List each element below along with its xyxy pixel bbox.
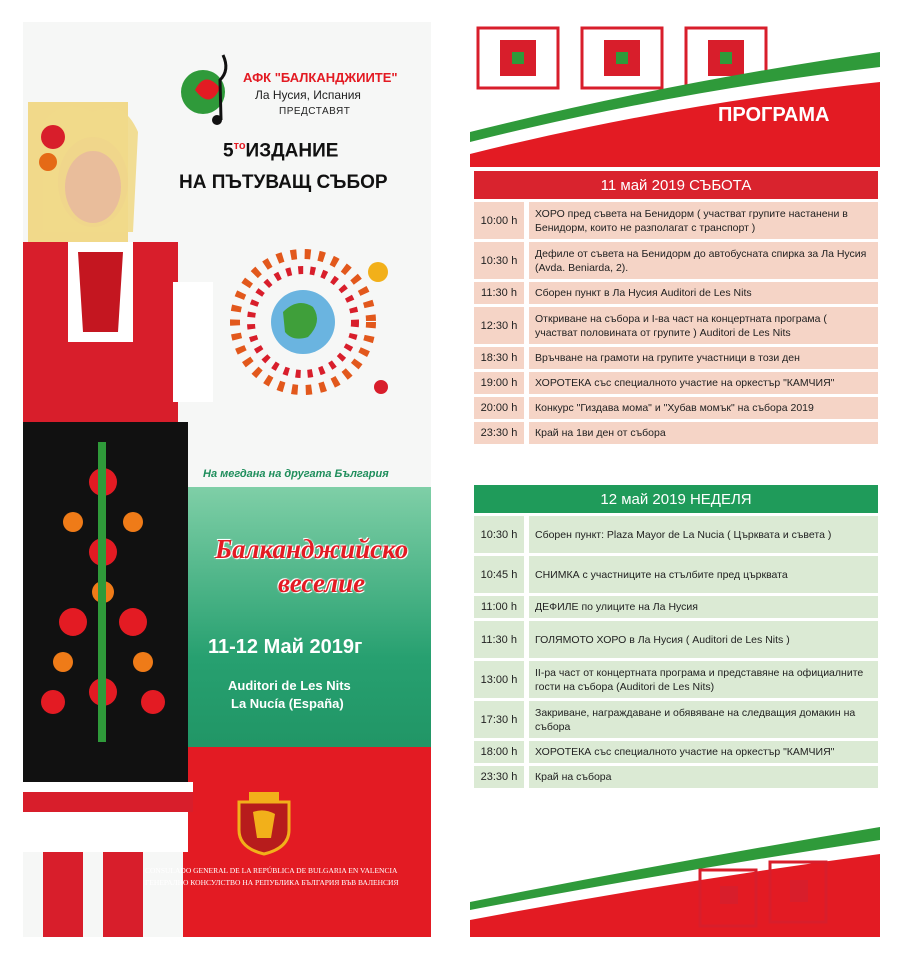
schedule-time: 19:00 h bbox=[474, 372, 524, 394]
day2-row bbox=[474, 556, 878, 593]
schedule-activity: СНИМКА с участниците на стълбите пред църквата bbox=[529, 556, 878, 593]
consulate-name-bg: ГЕНЕРАЛНО КОНСУЛСТВО НА РЕПУБЛИКА БЪЛГАРИЯ ВЪВ ВАЛЕНСИЯ bbox=[145, 878, 399, 887]
day2-row bbox=[474, 516, 878, 553]
folk-dancer-image bbox=[23, 102, 223, 937]
day2-row bbox=[474, 766, 878, 788]
day1-row bbox=[474, 307, 878, 344]
festival-subtitle: НА ПЪТУВАЩ СЪБОР bbox=[179, 172, 388, 193]
schedule-time: 10:30 h bbox=[474, 516, 524, 553]
schedule-time: 23:30 h bbox=[474, 766, 524, 788]
schedule-time: 10:30 h bbox=[474, 242, 524, 279]
schedule-activity: ХОРО пред съвета на Бенидорм ( участват групите настанени в Бенидорм, които не разполагат с транспорт ) bbox=[529, 202, 878, 239]
festival-name-line2: веселие bbox=[278, 568, 366, 598]
festival-dates: 11-12 Май 2019г bbox=[208, 636, 363, 658]
schedule-activity: ДЕФИЛЕ по улиците на Ла Нусия bbox=[529, 596, 878, 618]
schedule-time: 13:00 h bbox=[474, 661, 524, 698]
schedule-activity: ХОРОТЕКА със специалното участие на оркестър "КАМЧИЯ" bbox=[529, 372, 878, 394]
schedule-activity: Закриване, награждаване и обявяване на следващия домакин на събора bbox=[529, 701, 878, 738]
consulate-name-es: CONSULADO GENERAL DE LA REPÚBLICA DE BULGARIA EN VALENCIA bbox=[145, 866, 398, 875]
day1-row bbox=[474, 397, 878, 419]
schedule-time: 11:30 h bbox=[474, 621, 524, 658]
edition-title: $5^{то}ИЗДАНИЕ$ bbox=[223, 140, 339, 162]
dancers-globe-icon bbox=[213, 247, 393, 397]
schedule-time: 20:00 h bbox=[474, 397, 524, 419]
schedule-time: 17:30 h bbox=[474, 701, 524, 738]
day2-header: 12 май 2019 НЕДЕЛЯ bbox=[474, 485, 878, 513]
schedule-activity: Откриване на събора и I-ва част на концертната програма ( участват половината от групите ) Auditori de Les Nits bbox=[529, 307, 878, 344]
org-logo-icon bbox=[175, 50, 237, 130]
schedule-activity: II-ра част от концертната програма и представяне на официалните гости на събора (Auditori de Les Nits) bbox=[529, 661, 878, 698]
bulgaria-coat-of-arms-icon bbox=[231, 790, 297, 856]
venue-location: La Nucía (España) bbox=[231, 696, 344, 711]
schedule-time: 11:30 h bbox=[474, 282, 524, 304]
org-name: АФК "БАЛКАНДЖИИТЕ" bbox=[243, 70, 398, 85]
day1-row bbox=[474, 372, 878, 394]
schedule-activity: Сборен пункт в Ла Нусия Auditori de Les Nits bbox=[529, 282, 878, 304]
org-city: Ла Нусия, Испания bbox=[255, 88, 361, 102]
schedule-time: 18:00 h bbox=[474, 741, 524, 763]
schedule-activity: Край на събора bbox=[529, 766, 878, 788]
schedule-time: 10:00 h bbox=[474, 202, 524, 239]
bottom-ornament bbox=[470, 822, 880, 937]
day1-row bbox=[474, 282, 878, 304]
day2-row bbox=[474, 596, 878, 618]
day1-header: 11 май 2019 СЪБОТА bbox=[474, 171, 878, 199]
schedule-time: 18:30 h bbox=[474, 347, 524, 369]
schedule-activity: Дефиле от съвета на Бенидорм до автобусната спирка за Ла Нусия (Avda. Beniarda, 2). bbox=[529, 242, 878, 279]
presents-label: ПРЕДСТАВЯТ bbox=[279, 106, 351, 117]
day2-row bbox=[474, 701, 878, 738]
tagline: На мегдана на другата България bbox=[203, 468, 389, 480]
program-panel bbox=[470, 22, 880, 937]
day1-row bbox=[474, 242, 878, 279]
festival-name-line1: Балканджийско bbox=[215, 534, 409, 564]
venue-name: Auditori de Les Nits bbox=[228, 678, 351, 693]
schedule-activity: Край на 1ви ден от събора bbox=[529, 422, 878, 444]
schedule-activity: Конкурс "Гиздава мома" и "Хубав момък" на събора 2019 bbox=[529, 397, 878, 419]
day1-row bbox=[474, 202, 878, 239]
event-poster bbox=[23, 22, 431, 937]
schedule-time: 10:45 h bbox=[474, 556, 524, 593]
day2-row bbox=[474, 621, 878, 658]
schedule-activity: ХОРОТЕКА със специалното участие на оркестър "КАМЧИЯ" bbox=[529, 741, 878, 763]
schedule-activity: Връчване на грамоти на групите участници в този ден bbox=[529, 347, 878, 369]
schedule-time: 23:30 h bbox=[474, 422, 524, 444]
schedule-activity: Сборен пункт: Plaza Mayor de La Nucia ( Църквата и съвета ) bbox=[529, 516, 878, 553]
schedule-time: 12:30 h bbox=[474, 307, 524, 344]
day1-row bbox=[474, 422, 878, 444]
program-title: ПРОГРАМА bbox=[718, 104, 830, 126]
schedule-activity: ГОЛЯМОТО ХОРО в Ла Нусия ( Auditori de Les Nits ) bbox=[529, 621, 878, 658]
day2-row bbox=[474, 661, 878, 698]
day1-row bbox=[474, 347, 878, 369]
schedule-time: 11:00 h bbox=[474, 596, 524, 618]
day2-row bbox=[474, 741, 878, 763]
